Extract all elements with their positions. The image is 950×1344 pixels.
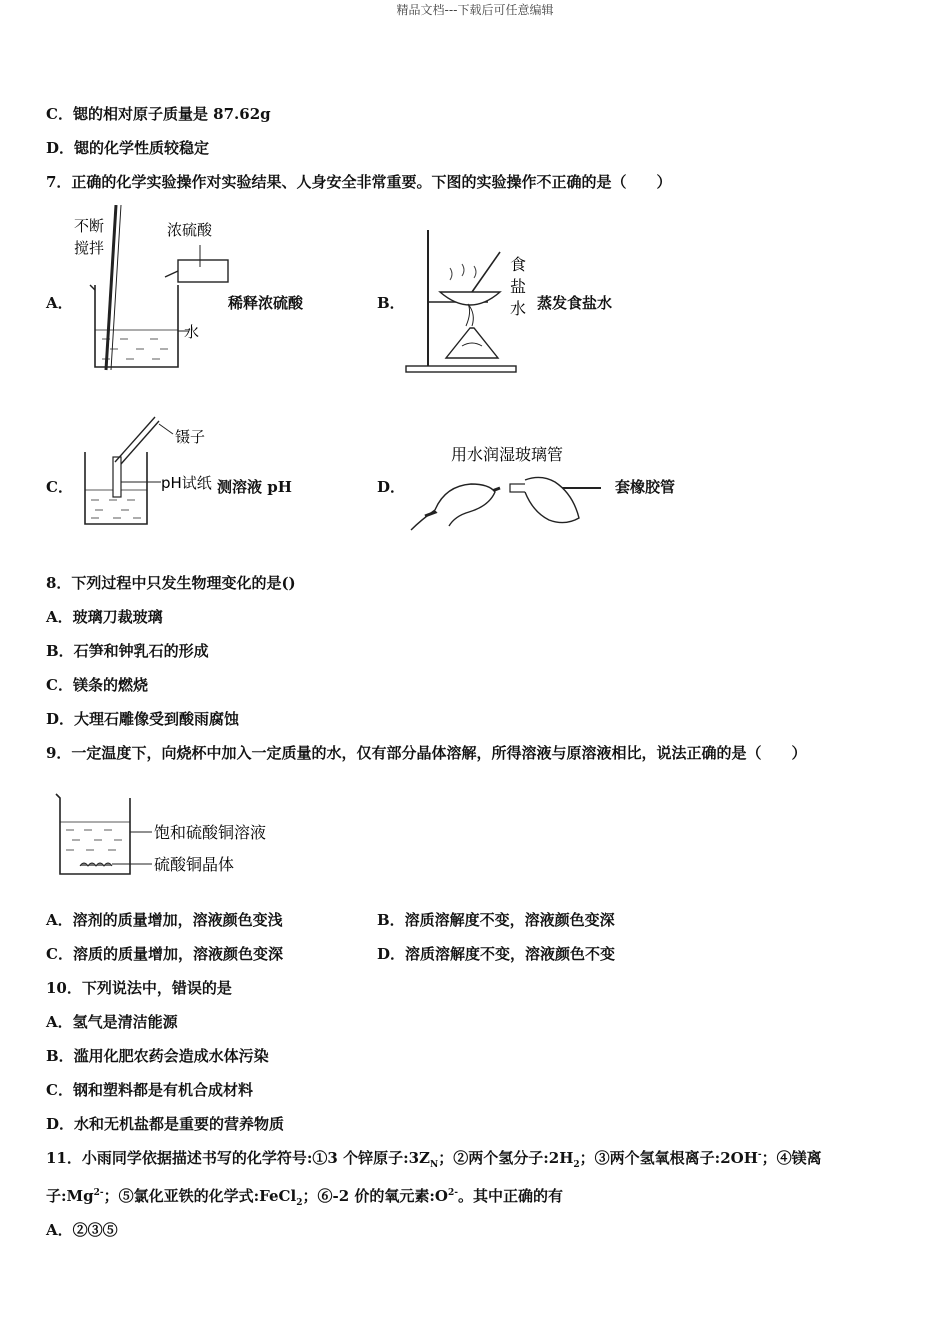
label-wet-glass-tube: 用水润湿玻璃管 xyxy=(451,445,564,464)
q8-option-d: D．大理石雕像受到酸雨腐蚀 xyxy=(46,710,240,728)
q11-stem-line1: 11．小雨同学依据描述书写的化学符号:①3 个锌原子$:3Z_N$；②两个氢分子$:2H_2$；③两个氢氧根离子:2OH-；④镁离 xyxy=(46,1149,822,1170)
q8-option-a: A．玻璃刀裁玻璃 xyxy=(46,608,163,626)
page-header: 精品文档---下载后可任意编辑 xyxy=(396,3,554,17)
label-salt-3: 水 xyxy=(510,299,527,318)
label-ph-paper: pH试纸 xyxy=(161,474,212,492)
q10-stem: 10．下列说法中，错误的是 xyxy=(46,979,232,997)
label-tweezers: 镊子 xyxy=(175,428,206,446)
q8-option-b: B．石笋和钟乳石的形成 xyxy=(46,642,209,660)
q7-option-a-caption: 稀释浓硫酸 xyxy=(228,294,304,312)
q6-option-c: C．锶的相对原子质量是 87.62g xyxy=(46,105,271,123)
q8-stem: 8．下列过程中只发生物理变化的是() xyxy=(46,574,296,592)
q6-option-d: D．锶的化学性质较稳定 xyxy=(46,139,210,157)
label-saturated-solution: 饱和硫酸铜溶液 xyxy=(154,823,267,842)
q11-stem-line2: 子$:Mg^{2-}$；⑤氯化亚铁的化学式:FeCl$_2$；⑥-2 价的氧元素$:O^{2-}$。其中正确的有 xyxy=(46,1187,563,1208)
label-stir-2: 搅拌 xyxy=(74,239,105,257)
label-water: 水 xyxy=(184,323,200,341)
copper-sulfate-figure xyxy=(52,790,292,880)
q7-option-c-caption: 测溶液 pH xyxy=(217,478,292,496)
label-crystal: 硫酸铜晶体 xyxy=(154,855,235,874)
rubber-tube-figure xyxy=(405,440,605,535)
q7-option-b-label: B． xyxy=(377,294,405,312)
q10-option-d: D．水和无机盐都是重要的营养物质 xyxy=(46,1115,285,1133)
ph-test-figure xyxy=(75,412,225,532)
q11-option-a: A．②③⑤ xyxy=(46,1221,118,1239)
q10-option-c: C．钢和塑料都是有机合成材料 xyxy=(46,1081,253,1099)
label-salt-1: 食 xyxy=(510,255,527,274)
q9-option-c: C．溶质的质量增加，溶液颜色变深 xyxy=(46,945,283,963)
q9-option-b: B．溶质溶解度不变，溶液颜色变深 xyxy=(377,911,615,929)
q7-option-d-label: D． xyxy=(377,478,406,496)
q7-stem: 7．正确的化学实验操作对实验结果、人身安全非常重要。下图的实验操作不正确的是（ ） xyxy=(46,173,672,191)
q10-option-a: A．氢气是清洁能源 xyxy=(46,1013,178,1031)
label-salt-2: 盐 xyxy=(510,277,527,296)
q10-option-b: B．滥用化肥农药会造成水体污染 xyxy=(46,1047,269,1065)
q7-option-b-caption: 蒸发食盐水 xyxy=(537,294,613,312)
dilute-acid-figure xyxy=(70,205,230,375)
q9-stem: 9．一定温度下，向烧杯中加入一定质量的水，仅有部分晶体溶解，所得溶液与原溶液相比，说法正确的是（ ） xyxy=(46,744,807,762)
label-stir-1: 不断 xyxy=(74,217,105,235)
q9-option-d: D．溶质溶解度不变，溶液颜色不变 xyxy=(377,945,616,963)
q9-option-a: A．溶剂的质量增加，溶液颜色变浅 xyxy=(46,911,283,929)
label-conc-acid: 浓硫酸 xyxy=(167,221,213,239)
q8-option-c: C．镁条的燃烧 xyxy=(46,676,148,694)
q7-option-d-caption: 套橡胶管 xyxy=(615,478,676,496)
q7-option-c-label: C． xyxy=(46,478,73,496)
q7-option-a-label: A． xyxy=(46,294,73,312)
evaporation-figure xyxy=(400,230,540,378)
